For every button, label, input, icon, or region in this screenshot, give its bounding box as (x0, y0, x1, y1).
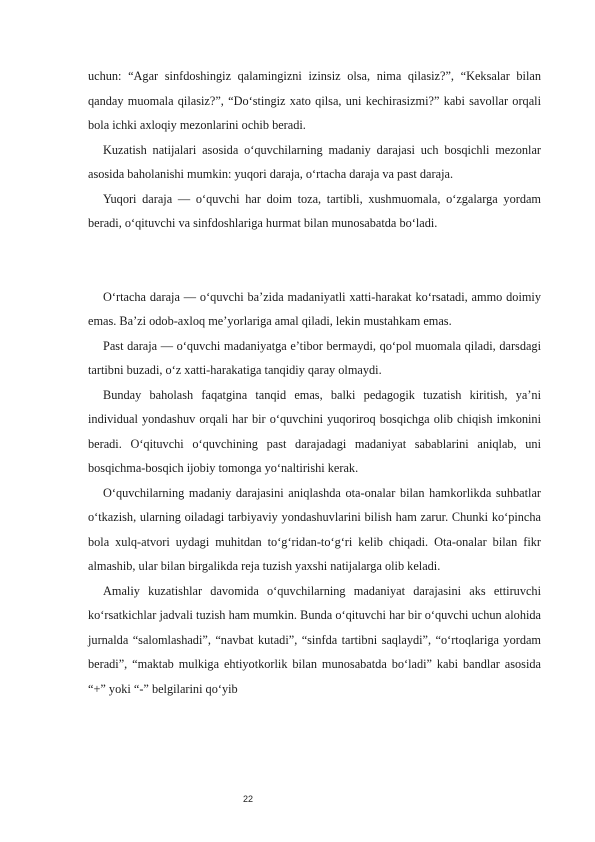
paragraph-questions-continuation: uchun: “Agar sinfdoshingiz qalamingizni izinsiz olsa, nima qilasiz?”, “Keksalar bilan qanday muomala qilasiz?”, “Do‘stingiz xato qilsa, uni kechirasizmi?” kabi savollar orqali bola ichki axloqiy mezonlarini ochib beradi. (88, 69, 541, 132)
paragraph-medium-level: O‘rtacha daraja — o‘quvchi ba’zida madaniyatli xatti-harakat ko‘rsatadi, ammo doimiy emas. Ba’zi odob-axloq me’yorlariga amal qiladi, lekin mustahkam emas. (88, 289, 541, 328)
paragraph-three-levels: Kuzatish natijalari asosida o‘quvchilarning madaniy darajasi uch bosqichli mezonlar asosida baholanishi mumkin: yuqori daraja, o‘rtacha daraja va past daraja. (88, 142, 541, 181)
paragraph-high-level: Yuqori daraja — o‘quvchi har doim toza, tartibli, xushmuomala, o‘zgalarga yordam beradi, o‘qituvchi va sinfdoshlariga hurmat bilan munosabatda bo‘ladi. (88, 191, 541, 230)
paragraph-indicator-table: Amaliy kuzatishlar davomida o‘quvchilarning madaniyat darajasini aks ettiruvchi ko‘rsatkichlar jadvali tuzish ham mumkin. Bunda o‘qituvchi har bir o‘quvchi uchun alohida jurnalda “salomlashadi”, “navbat kutadi”, “sinfda tartibni saqlaydi”, “o‘rtoqlariga yordam beradi”, “maktab mulkiga ehtiyotkorlik bilan munosabatda bo‘ladi” kabi bandlar asosida “+” yoki “-” belgilarini qo‘yib (88, 583, 541, 696)
paragraph-assessment-purpose: Bunday baholash faqatgina tanqid emas, balki pedagogik tuzatish kiritish, ya’ni individual yondashuv orqali har bir o‘quvchini yuqoriroq bosqichga olib chiqish imkonini beradi. O‘qituvchi o‘quvchining past darajadagi madaniyat sabablarini aniqlab, uni bosqichma-bosqich ijobiy tomonga yo‘naltirishi kerak. (88, 387, 541, 475)
document-body (88, 64, 541, 701)
paragraph-low-level: Past daraja — o‘quvchi madaniyatga e’tibor bermaydi, qo‘pol muomala qiladi, darsdagi tartibni buzadi, o‘z xatti-harakatiga tanqidiy qaray olmaydi. (88, 338, 541, 377)
paragraph-parent-cooperation: O‘quvchilarning madaniy darajasini aniqlashda ota-onalar bilan hamkorlikda suhbatlar o‘tkazish, ularning oiladagi tarbiyaviy yondashuvlarini bilish ham zarur. Chunki ko‘pincha bola xulq-atvori uydagi muhitdan to‘g‘ridan-to‘g‘ri kelib chiqadi. Ota-onalar bilan fikr almashib, ular bilan birgalikda reja tuzish yaxshi natijalarga olib keladi. (88, 485, 541, 573)
page-number: 22 (243, 794, 254, 804)
blank-gap (88, 236, 541, 285)
